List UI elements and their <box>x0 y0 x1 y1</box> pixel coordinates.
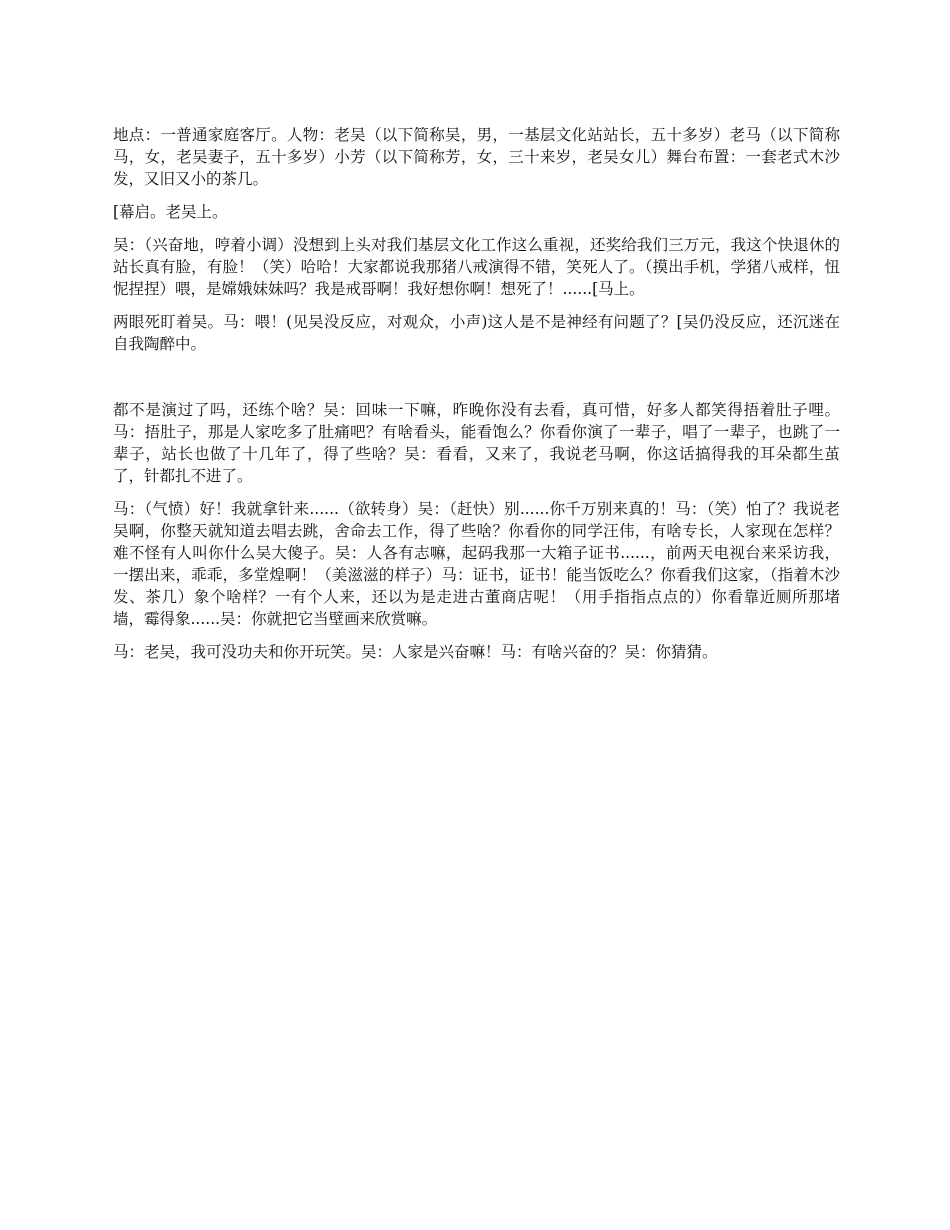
paragraph-dialogue-2: 马：（气愤）好！我就拿针来......（欲转身）吴：（赶快）别......你千万别来真的！马：（笑）怕了？我说老吴啊，你整天就知道去唱去跳，舍命去工作，得了些啥？你看你的同学汪伟，有啥专长，人家现在怎样？难不怪有人叫你什么吴大傻子。吴：人各有志嘛，起码我那一大箱子证书......，前两天电视台来采访我，一摆出来，乖乖，多堂煌啊！（美滋滋的样子）马：证书，证书！能当饭吃么？你看我们这家，（指着木沙发、茶几）象个啥样？一有个人来，还以为是走进古董商店呢！（用手指指点点的）你看靠近厕所那堵墙，霉得象......吴：你就把它当壁画来欣赏嘛。 <box>113 500 840 628</box>
paragraph-wu-monologue: 吴：（兴奋地，哼着小调）没想到上头对我们基层文化工作这么重视，还奖给我们三万元，我这个快退休的站长真有脸，有脸！（笑）哈哈！大家都说我那猪八戒演得不错，笑死人了。（摸出手机，学猪八戒样，忸怩捏捏）喂，是嫦娥妹妹吗？我是戒哥啊！我好想你啊！想死了！......[马上。 <box>113 236 840 298</box>
paragraph-dialogue-1: 都不是演过了吗，还练个啥？吴：回味一下嘛，昨晚你没有去看，真可惜，好多人都笑得捂着肚子哩。马：捂肚子，那是人家吃多了肚痛吧？有啥看头，能看饱么？你看你演了一辈子，唱了一辈子，也跳了一辈子，站长也做了十几年了，得了些啥？吴：看看，又来了，我说老马啊，你这话搞得我的耳朵都生茧了，针都扎不进了。 <box>113 401 840 485</box>
paragraph-curtain: [幕启。老吴上。 <box>113 203 228 221</box>
paragraph-dialogue-3: 马：老吴，我可没功夫和你开玩笑。吴：人家是兴奋嘛！马：有啥兴奋的？吴：你猜猜。 <box>113 643 718 661</box>
paragraph-setting: 地点：一普通家庭客厅。人物：老吴（以下简称吴，男，一基层文化站站长，五十多岁）老马（以下简称马，女，老吴妻子，五十多岁）小芳（以下简称芳，女，三十来岁，老吴女儿）舞台布置：一套老式木沙发，又旧又小的茶几。 <box>113 126 840 188</box>
paragraph-ma-enters: 两眼死盯着吴。马：喂！(见吴没反应，对观众，小声)这人是不是神经有问题了？[吴仍没反应，还沉迷在自我陶醉中。 <box>113 313 840 353</box>
document-body <box>113 124 840 674</box>
paragraph-gap <box>113 366 840 399</box>
